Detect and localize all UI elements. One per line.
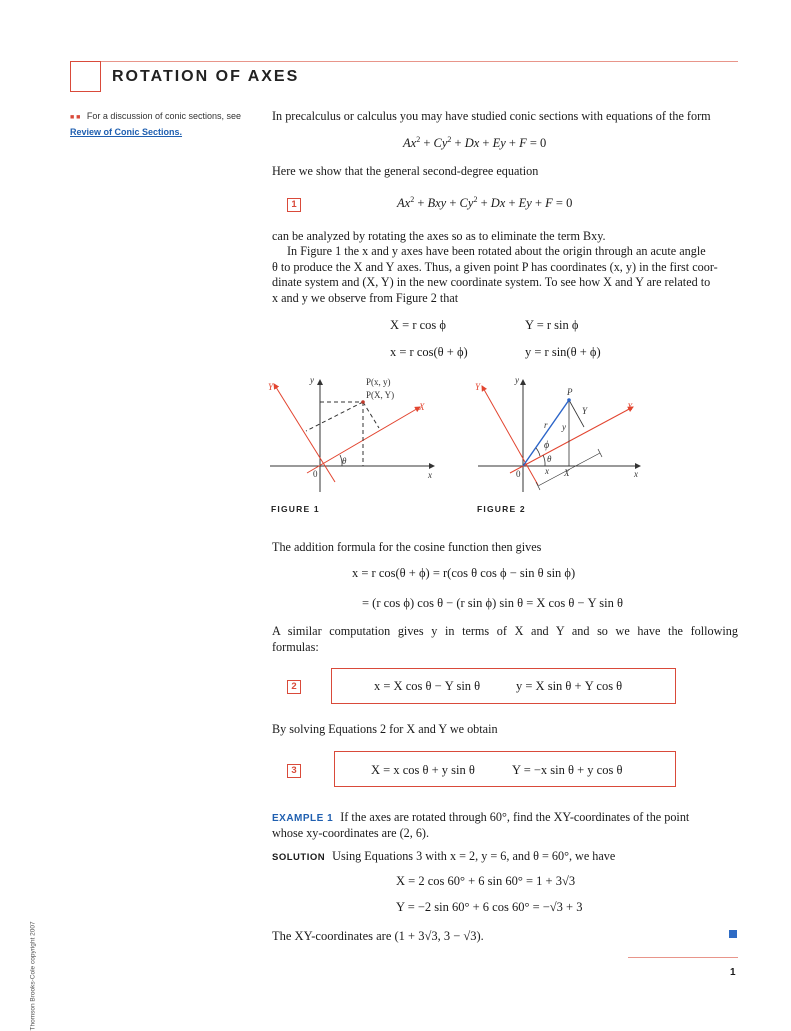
equation-general: $Ax^2$ + Bxy + $Cy^2 + Dx + Ey + F = 0$ xyxy=(397,195,573,211)
equation-number-2: 2 xyxy=(287,680,301,694)
equation-Y-r-sin-phi: Y = r sin ϕ xyxy=(525,318,579,332)
fig2-point-P xyxy=(567,398,571,402)
paragraph-4-line-4: x and y we observe from Figure 2 that xyxy=(272,291,459,305)
fig2-Y-axis xyxy=(482,386,538,485)
paragraph-2: Here we show that the general second-degree equation xyxy=(272,164,539,178)
fig2-label-y: y xyxy=(515,375,519,385)
footer-rule xyxy=(628,957,738,958)
equation-2-x: x = X cos θ − Y sin θ xyxy=(374,679,481,693)
figure-1-diagram xyxy=(262,370,442,495)
fig1-label-Pxy: P(x, y) xyxy=(366,377,391,387)
figure-2-diagram xyxy=(470,370,650,495)
figure-2-caption: FIGURE 2 xyxy=(477,504,526,514)
fig2-label-X-segment: X xyxy=(564,468,570,478)
paragraph-6-line-1: A similar computation gives y in terms of X and Y and so we have the following xyxy=(272,624,738,638)
paragraph-1: In precalculus or calculus you may have studied conic sections with equations of the form xyxy=(272,109,711,123)
fig2-label-x-segment: x xyxy=(545,466,549,476)
fig1-label-theta: θ xyxy=(342,456,347,466)
fig2-X-axis xyxy=(510,407,633,473)
page-number: 1 xyxy=(730,967,736,978)
fig1-label-Y: Y xyxy=(268,382,274,392)
fig2-label-y-segment: y xyxy=(562,422,566,432)
fig2-label-theta: θ xyxy=(547,454,552,464)
paragraph-4-line-3: dinate system and (X, Y) in the new coordinate system. To see how X and Y are related to xyxy=(272,275,711,289)
margin-note-text: For a discussion of conic sections, see xyxy=(86,111,241,121)
fig1-label-X: X xyxy=(419,402,425,412)
page-title: ROTATION OF AXES xyxy=(112,68,300,85)
fig1-point-P xyxy=(361,400,365,404)
paragraph-4-line-2: θ to produce the X and Y axes. Thus, a given point P has coordinates (x, y) in the first coor- xyxy=(272,260,718,274)
equation-X-r-cos-phi: X = r cos ϕ xyxy=(390,318,446,332)
fig1-label-origin: 0 xyxy=(313,469,318,479)
paragraph-3: can be analyzed by rotating the axes so as to eliminate the term Bxy. xyxy=(272,229,606,243)
end-of-example-square-icon xyxy=(729,930,737,938)
fig1-label-y: y xyxy=(310,375,314,385)
equation-addition-1: x = r cos(θ + ϕ) = r(cos θ cos ϕ − sin θ sin ϕ) xyxy=(352,566,576,580)
equation-conic: $Ax^2 + Cy^2 + Dx + Ey + F = 0$ xyxy=(403,135,547,151)
header-rule xyxy=(70,61,738,62)
fig1-label-PXY: P(X, Y) xyxy=(366,390,395,400)
equation-y-r-sin: y = r sin(θ + ϕ) xyxy=(525,345,601,359)
solution-equation-X: X = 2 cos 60° + 6 sin 60° = 1 + 3√3 xyxy=(396,874,576,888)
fig2-radius-r xyxy=(523,400,569,466)
fig2-label-origin: 0 xyxy=(516,469,521,479)
solution-text: Using Equations 3 with x = 2, y = 6, and θ = 60°, we have xyxy=(332,849,616,863)
equation-number-3: 3 xyxy=(287,764,301,778)
solution-line xyxy=(272,848,615,866)
fig2-label-phi: ϕ xyxy=(544,440,550,451)
copyright-side-text: Thomson Brooks-Cole copyright 2007 xyxy=(29,921,37,1031)
paragraph-4-line-1: In Figure 1 the x and y axes have been rotated about the origin through an acute angle xyxy=(287,244,706,258)
equation-number-1: 1 xyxy=(287,198,301,212)
paragraph-7: By solving Equations 2 for X and Y we obtain xyxy=(272,722,498,736)
fig2-label-r: r xyxy=(544,420,548,430)
example-text: If the axes are rotated through 60°, find the XY-coordinates of the point xyxy=(340,810,690,824)
equation-addition-2: = (r cos ϕ) cos θ − (r sin ϕ) sin θ = X cos θ − Y sin θ xyxy=(362,596,623,610)
figure-1-caption: FIGURE 1 xyxy=(271,504,320,514)
equation-3-X: X = x cos θ + y sin θ xyxy=(371,763,475,777)
fig2-label-Y-segment: Y xyxy=(582,406,588,416)
paragraph-5: The addition formula for the cosine function then gives xyxy=(272,540,542,554)
review-conic-sections-link[interactable]: Review of Conic Sections. xyxy=(70,127,183,137)
fig2-label-Y-axis: Y xyxy=(475,382,481,392)
solution-label: SOLUTION xyxy=(272,852,326,863)
margin-note xyxy=(70,109,250,139)
fig1-Y-axis xyxy=(274,384,335,482)
equation-2-y: y = X sin θ + Y cos θ xyxy=(516,679,623,693)
example-label: EXAMPLE 1 xyxy=(272,813,334,824)
solution-equation-Y: Y = −2 sin 60° + 6 cos 60° = −√3 + 3 xyxy=(396,900,583,914)
paragraph-6-line-2: formulas: xyxy=(272,640,319,654)
fig2-label-P: P xyxy=(567,387,573,397)
header-box xyxy=(70,61,101,92)
fig1-label-x: x xyxy=(428,470,432,480)
fig2-label-X-axis: X xyxy=(627,402,633,412)
margin-bullet-icon: ■ ■ xyxy=(70,114,81,121)
final-answer: The XY-coordinates are (1 + 3√3, 3 − √3). xyxy=(272,929,484,943)
example-line-2: whose xy-coordinates are (2, 6). xyxy=(272,826,430,840)
equation-3-Y: Y = −x sin θ + y cos θ xyxy=(512,763,623,777)
equation-x-r-cos: x = r cos(θ + ϕ) xyxy=(390,345,468,359)
fig2-label-x-axis: x xyxy=(634,469,638,479)
